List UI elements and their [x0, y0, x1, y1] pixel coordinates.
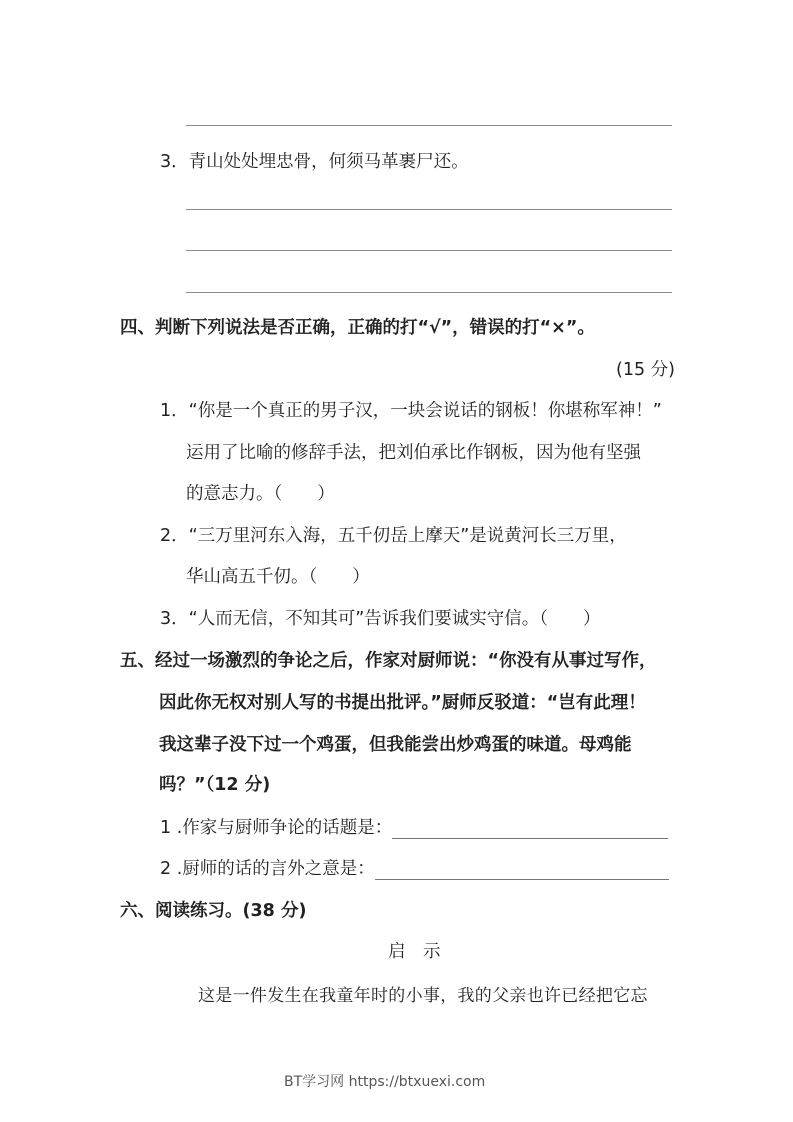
question-label: 1 .作家与厨师争论的话题是： — [160, 818, 393, 838]
fill-in-question — [160, 855, 669, 880]
fill-in-question — [160, 814, 668, 839]
statement-line: 2．“三万里河东入海，五千仞岳上摩天”是说黄河长三万里， — [160, 526, 627, 546]
answer-line[interactable] — [186, 250, 672, 251]
answer-blank[interactable] — [392, 820, 668, 839]
answer-line[interactable] — [186, 209, 672, 210]
answer-line[interactable] — [186, 125, 672, 126]
passage-text: 这是一件发生在我童年时的小事，我的父亲也许已经把它忘 — [198, 986, 648, 1006]
statement-line[interactable]: 3．“人而无信，不知其可”告诉我们要诚实守信。（ ） — [160, 609, 601, 629]
section-heading: 五、经过一场激烈的争论之后，作家对厨师说：“你没有从事过写作， — [120, 651, 657, 671]
section-text-line: 吗？”（12 分) — [159, 775, 271, 795]
section-text-line: 我这辈子没下过一个鸡蛋，但我能尝出炒鸡蛋的味道。母鸡能 — [159, 735, 632, 755]
question-label: 2 .厨师的话的言外之意是： — [160, 859, 375, 879]
section-heading: 六、阅读练习。(38 分) — [120, 901, 307, 921]
statement-line[interactable]: 的意志力。（ ） — [186, 484, 335, 504]
answer-line[interactable] — [186, 292, 672, 293]
footer-watermark[interactable]: BT学习网 https://btxuexi.com — [284, 1074, 486, 1090]
score-label: (15 分) — [616, 360, 675, 380]
statement-line: 1．“你是一个真正的男子汉，一块会说话的钢板！你堪称军神！” — [160, 401, 662, 421]
section-heading: 四、判断下列说法是否正确，正确的打“√”，错误的打“×”。 — [120, 318, 595, 338]
question-item: 3．青山处处埋忠骨，何须马革裹尸还。 — [160, 152, 469, 172]
statement-line[interactable]: 华山高五千仞。（ ） — [186, 567, 370, 587]
passage-title: 启 示 — [388, 942, 441, 962]
statement-line: 运用了比喻的修辞手法，把刘伯承比作钢板，因为他有坚强 — [186, 443, 641, 463]
section-text-line: 因此你无权对别人写的书提出批评。”厨师反驳道：“岂有此理！ — [159, 693, 646, 713]
answer-blank[interactable] — [375, 861, 669, 880]
